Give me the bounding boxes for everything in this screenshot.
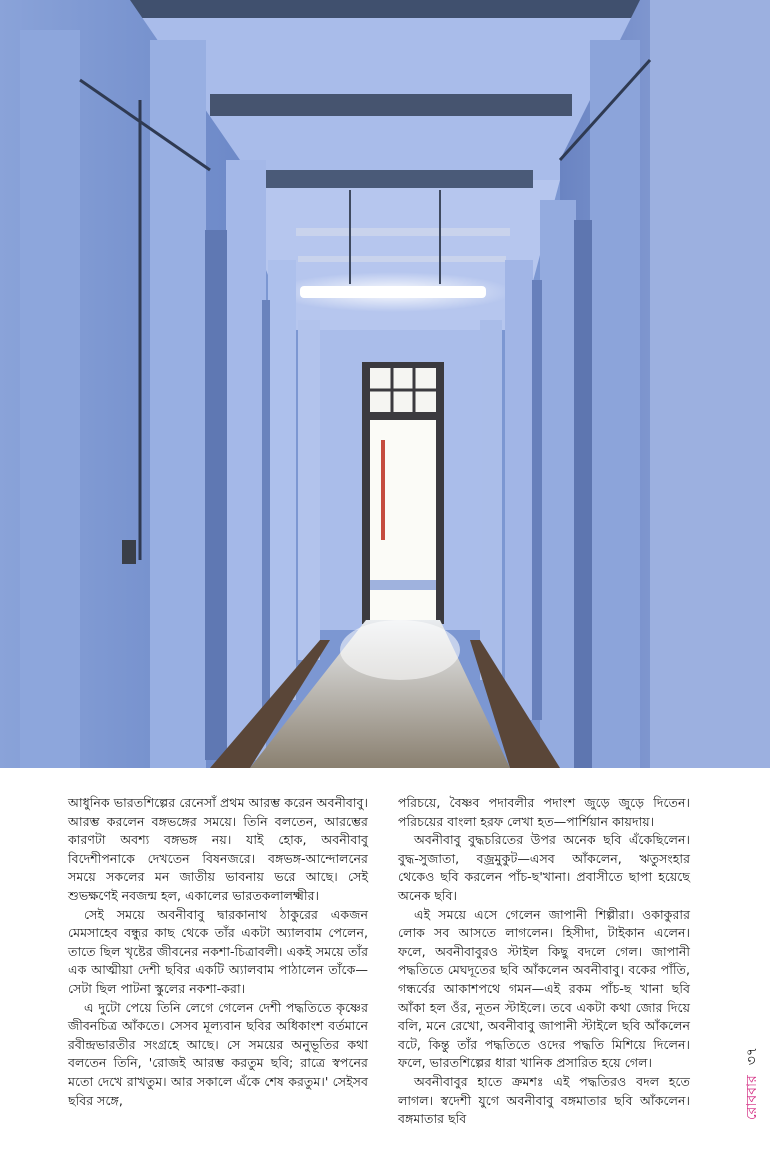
publication-name: রোববার: [744, 1075, 760, 1120]
paragraph: এ দুটো পেয়ে তিনি লেগে গেলেন দেশী পদ্ধতিতে কৃষ্ণের জীবনচিত্র আঁকতে। সেসব মূল্যবান ছবির অধিকাংশ বর্তমানে রবীন্দ্রভারতীর সংগ্রহে আছে। সে সময়ের অনুভূতির কথা বলতেন তিনি, 'রোজই আরম্ভ করতুম ছবি; রাত্রে স্বপনের মতো দেখে রাখতুম। আর সকালে এঁকে শেষ করতুম।' সেইসব ছবির সঙ্গে,: [68, 999, 368, 1108]
paragraph: অবনীবাবুর হাতে ক্রমশঃ এই পদ্ধতিরও বদল হতে লাগল। স্বদেশী যুগে অবনীবাবু বঙ্গমাতার ছবি আঁকলেন। বঙ্গমাতার ছবি: [398, 1073, 690, 1127]
paragraph: আধুনিক ভারতশিল্পের রেনেসাঁ প্রথম আরম্ভ করেন অবনীবাবু। আরম্ভ করলেন বঙ্গভঙ্গের সময়ে। তিনি বলতেন, আরম্ভের কারণটা অবশ্য বঙ্গভঙ্গ নয়। যাই হোক, অবনীবাবু বিদেশীপনাকে দেখতেন বিষনজরে। বঙ্গভঙ্গ-আন্দোলনের সময়ে সকলের মন জাতীয় ভাবনায় ভরে আছে। সেই শুভক্ষণেই নবজন্ম হল, একালের ভারতকলালক্ষ্মীর।: [68, 795, 368, 903]
paragraph: পরিচয়ে, বৈষ্ণব পদাবলীর পদাংশ জুড়ে জুড়ে দিতেন। পরিচয়ের বাংলা হরফ লেখা হত—পার্শিয়ান কায়দায়।: [398, 795, 690, 829]
page-footer: [722, 1012, 770, 1132]
article-left-column: [68, 794, 368, 1110]
article-right-column: [398, 794, 690, 1129]
page-number: ৩৭: [744, 1046, 760, 1066]
paragraph: অবনীবাবু বুদ্ধচরিতের উপর অনেক ছবি এঁকেছিলেন। বুদ্ধ-সুজাতা, বজ্রমুকুট—এসব আঁকলেন, ঋতুসংহার থেকেও ছবি করলেন পাঁচ-ছ'খানা। প্রবাসীতে ছাপা হয়েছে অনেক ছবি।: [398, 832, 690, 903]
paragraph: সেই সময়ে অবনীবাবু দ্বারকানাথ ঠাকুরের একজন মেমসাহেব বন্ধুর কাছ থেকে তাঁর একটা অ্যালবাম পেলেন, তাতে ছিল খৃষ্টের জীবনের নকশা-চিত্রাবলী। একই সময়ে তাঁর এক আত্মীয়া দেশী ছবির একটি অ্যালবাম পাঠালেন তাঁকে—সেটা ছিল পাটনা স্কুলের নকশা-করা।: [68, 906, 368, 996]
paragraph: এই সময়ে এসে গেলেন জাপানী শিল্পীরা। ওকাকুরার লোক সব আসতে লাগলেন। হিসীদা, টাইকান এলেন। ফলে, অবনীবাবুরও স্টাইল কিছু বদলে গেল। জাপানী পদ্ধতিতে মেঘদূতের ছবি আঁকলেন অবনীবাবু। বকের পাঁতি, গন্ধর্বের আকাশপথে গমন—এই রকম পাঁচ-ছ খানা ছবি আঁকা হল ওঁর, নূতন স্টাইলে। তবে একটা কথা জোর দিয়ে বলি, মনে রেখো, অবনীবাবু জাপানী স্টাইলে ছবি আঁকলেন বটে, কিন্তু তাঁর পদ্ধতিতে ওদের পদ্ধতি মিশিয়ে দিলেন। ফলে, ভারতশিল্পের ধারা খানিক প্রসারিত হয়ে গেল।: [398, 906, 690, 1071]
